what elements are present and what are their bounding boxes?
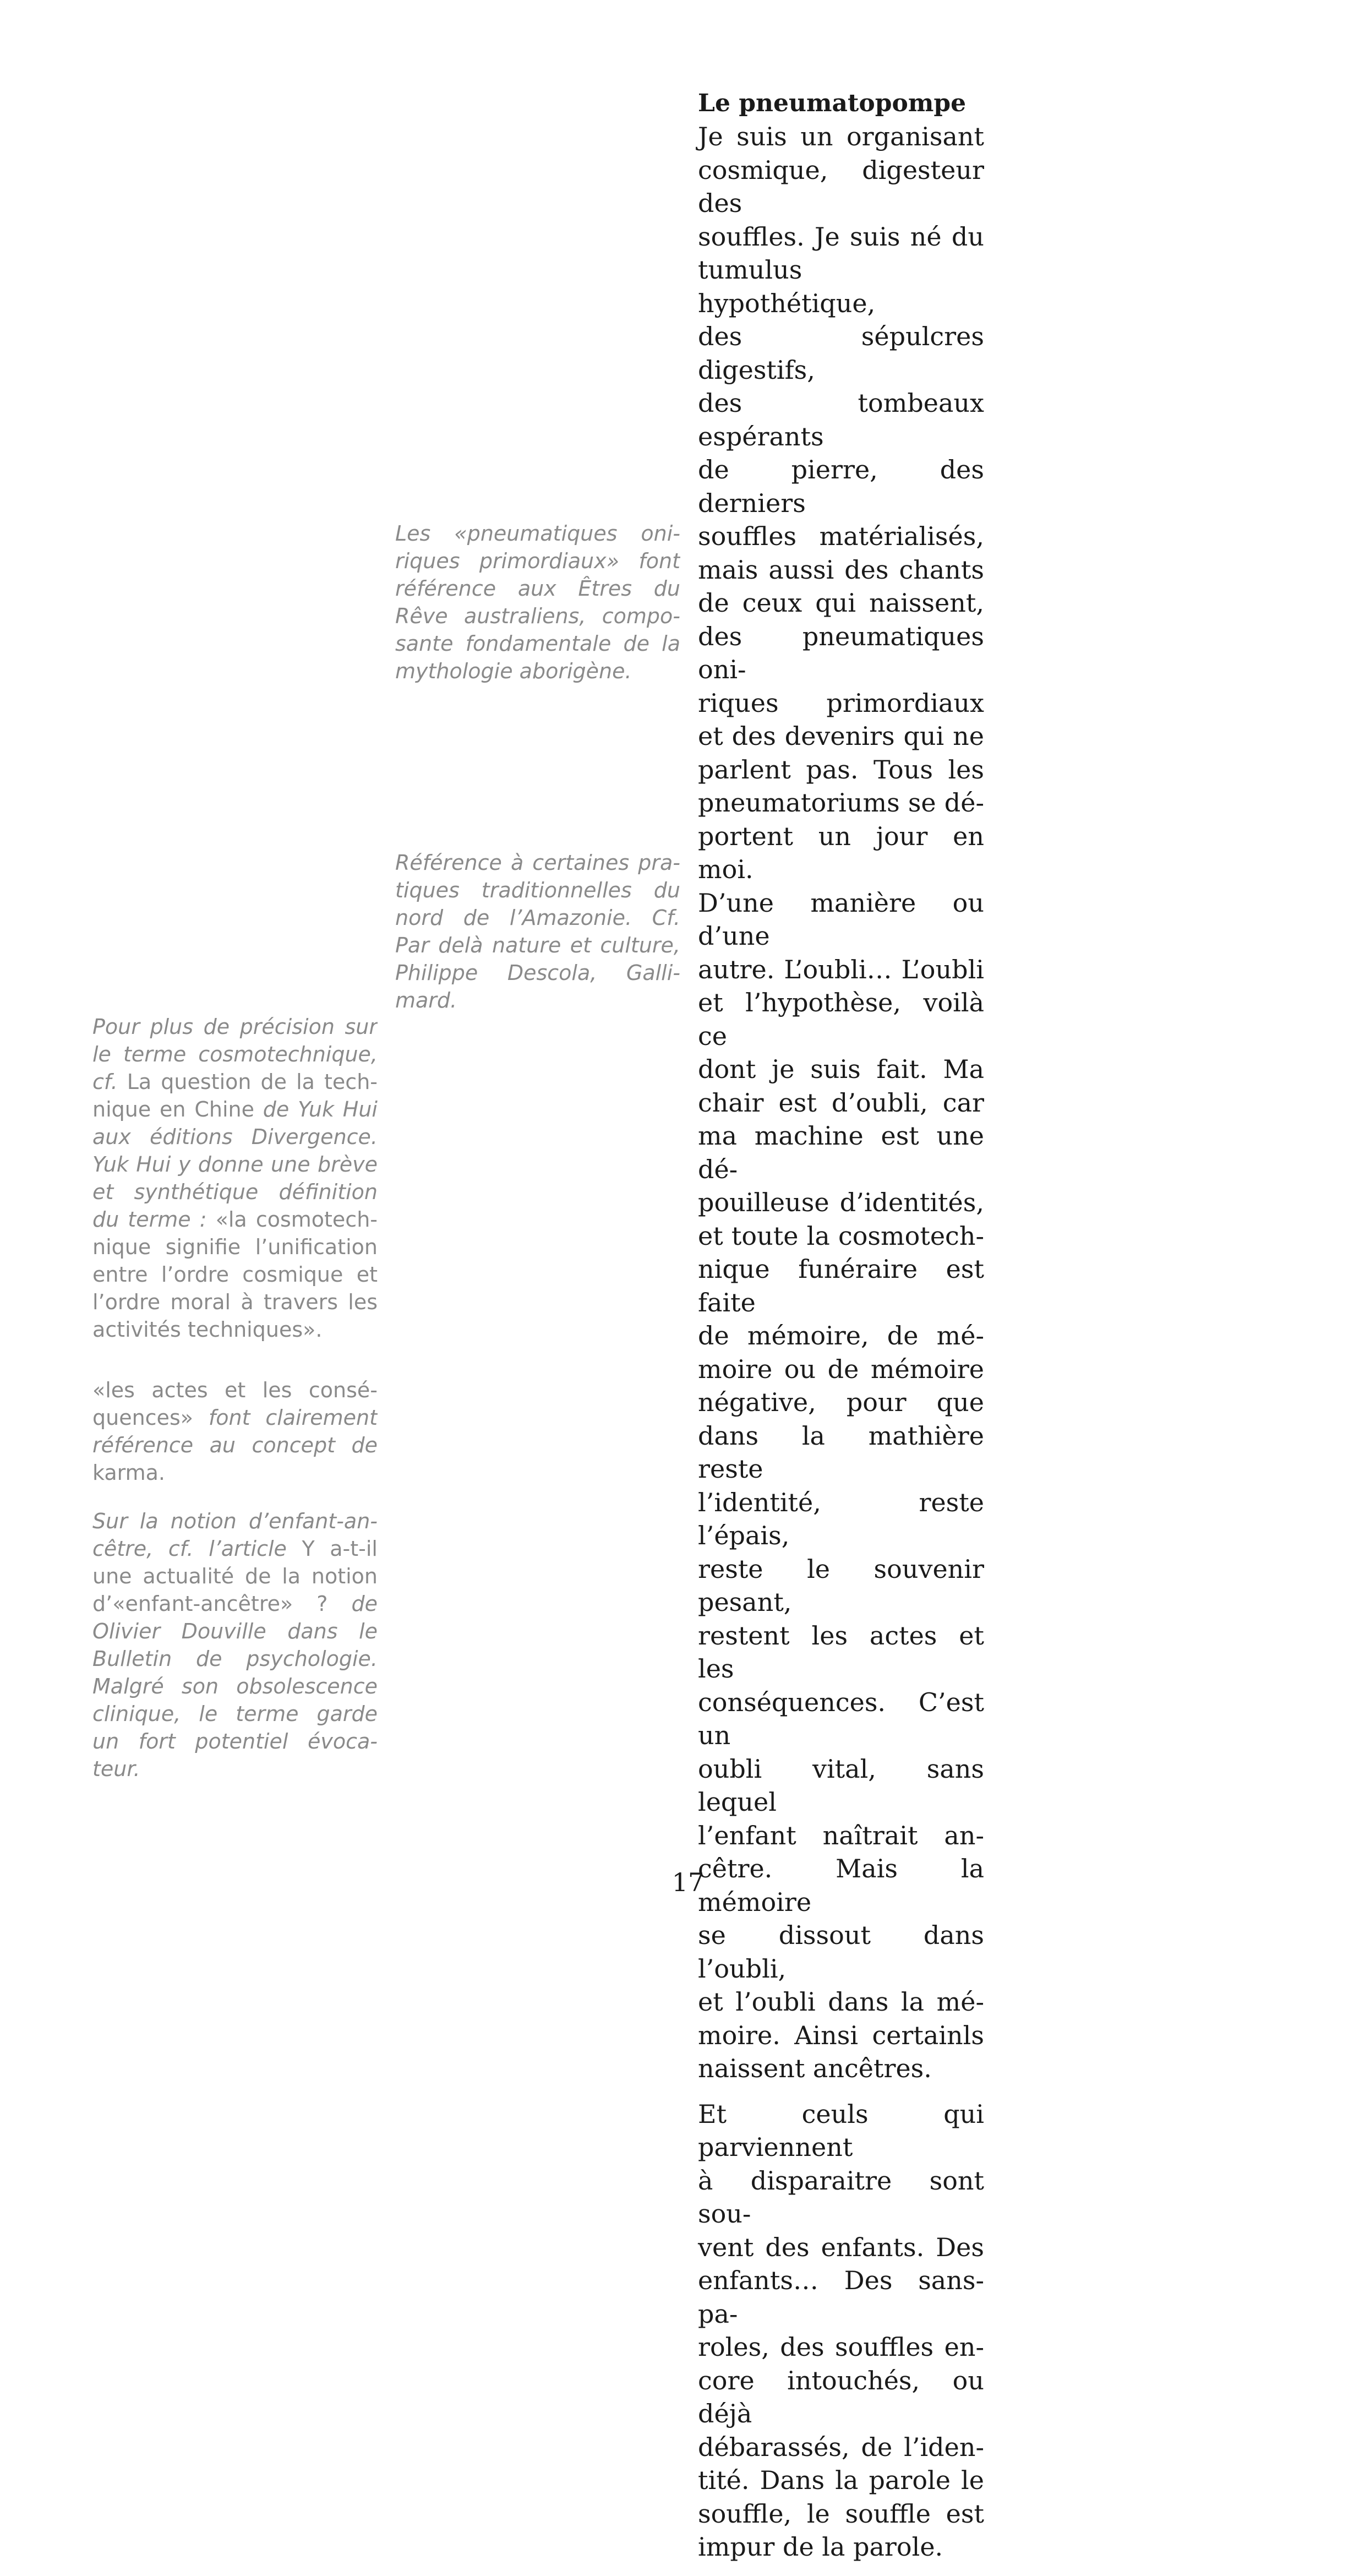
text-line-content: nord de l’Amazonie. Cf. xyxy=(395,906,680,930)
text-line xyxy=(698,2264,984,2330)
text-line-content: Philippe Descola, Galli- xyxy=(395,961,680,985)
text-line xyxy=(395,575,680,602)
note-text: du terme : xyxy=(92,1207,207,1232)
text-line-content: se dissout dans l’oubli, xyxy=(698,1920,984,1984)
text-line xyxy=(698,886,984,953)
text-line-content: mythologie aborigène. xyxy=(395,659,632,683)
text-line xyxy=(698,1686,984,1752)
note-text: référence au concept de xyxy=(92,1433,378,1457)
text-line xyxy=(698,1553,984,1619)
text-line-content: Je suis un organisant xyxy=(698,122,984,151)
text-line-content: conséquences. C’est un xyxy=(698,1687,984,1750)
text-line xyxy=(698,820,984,886)
text-line-content: chair est d’oubli, car xyxy=(698,1087,984,1118)
text-line-content: cêtre. Mais la mémoire xyxy=(698,1854,984,1917)
text-line xyxy=(698,2164,984,2231)
text-line-content: Et ceuls qui parviennent xyxy=(698,2099,984,2162)
text-line xyxy=(698,1985,984,2019)
text-line xyxy=(395,849,680,876)
note-text: un fort potentiel évoca- xyxy=(92,1729,378,1753)
text-line xyxy=(698,1486,984,1553)
text-line xyxy=(395,630,680,657)
text-line-content: moire. Ainsi certainls xyxy=(698,2020,984,2050)
text-line-content: de mémoire, de mé- xyxy=(698,1321,984,1350)
text-line xyxy=(698,2530,984,2564)
text-line-content: des sépulcres digestifs, xyxy=(698,322,984,385)
text-line xyxy=(698,253,984,320)
note-text: Yuk Hui y donne une brève xyxy=(92,1152,378,1177)
text-line xyxy=(698,1419,984,1486)
note-text: clinique, le terme garde xyxy=(92,1702,378,1726)
main-text-column xyxy=(698,87,984,2576)
paragraph-2 xyxy=(698,2098,984,2564)
text-line-content: dont je suis fait. Ma xyxy=(698,1054,984,1084)
text-line-content: pouilleuse d’identités, xyxy=(698,1188,984,1217)
text-line xyxy=(698,1919,984,1985)
text-line-content: de ceux qui naissent, xyxy=(698,588,984,618)
text-line xyxy=(698,1186,984,1219)
text-line-content: l’identité, reste l’épais, xyxy=(698,1487,984,1550)
text-line xyxy=(698,2431,984,2464)
text-line-content: et des devenirs qui ne xyxy=(698,721,984,751)
note-text: cf. xyxy=(92,1070,118,1094)
note-text: et synthétique définition xyxy=(92,1180,378,1204)
note-text: le terme cosmotechnique, xyxy=(92,1042,378,1066)
text-line xyxy=(698,2231,984,2264)
text-line-content: de pierre, des derniers xyxy=(698,455,984,518)
text-line xyxy=(698,953,984,987)
text-line-content: référence aux Êtres du xyxy=(395,576,680,601)
note-text: Malgré son obsolescence xyxy=(92,1674,378,1698)
text-line xyxy=(698,786,984,820)
text-line-content: des tombeaux espérants xyxy=(698,388,984,451)
text-line-content: ma machine est une dé- xyxy=(698,1121,984,1184)
text-line xyxy=(395,657,680,685)
note-text: Bulletin de psychologie. xyxy=(92,1647,378,1671)
text-line xyxy=(698,586,984,620)
note-text: font clairement xyxy=(193,1406,378,1430)
note-text: nique signifie l’unification xyxy=(92,1235,378,1259)
text-line-content: et l’oubli dans la mé- xyxy=(698,1987,984,2017)
text-line xyxy=(698,1252,984,1319)
side-note-cosmotechnique xyxy=(92,1013,378,1343)
text-line xyxy=(698,1619,984,1686)
text-line-content: enfants… Des sans-pa- xyxy=(698,2265,984,2329)
text-line xyxy=(698,2464,984,2497)
text-line-content: tiques traditionnelles du xyxy=(395,878,680,902)
text-line-content: sante fondamentale de la xyxy=(395,631,680,656)
text-line-content: oubli vital, sans lequel xyxy=(698,1753,984,1817)
text-line xyxy=(698,1353,984,1386)
text-line xyxy=(698,753,984,787)
text-line xyxy=(698,2330,984,2364)
text-line-content: pneumatoriums se dé- xyxy=(698,788,984,818)
text-line xyxy=(698,2497,984,2531)
text-line xyxy=(395,876,680,904)
side-note-karma xyxy=(92,1376,378,1486)
note-text: karma. xyxy=(92,1461,165,1485)
text-line-content: moire ou de mémoire xyxy=(698,1354,984,1384)
text-line xyxy=(395,547,680,575)
note-text: de Yuk Hui xyxy=(254,1097,378,1121)
text-line-content: mais aussi des chants xyxy=(698,554,984,585)
text-line-content: roles, des souffles en- xyxy=(698,2332,984,2362)
text-line xyxy=(698,2019,984,2052)
note-text: d’«enfant-ancêtre» ? xyxy=(92,1592,328,1616)
text-line-content: Par delà nature et culture, xyxy=(395,933,680,957)
text-line xyxy=(698,687,984,720)
text-line xyxy=(698,720,984,753)
side-note-amazonie xyxy=(395,849,680,1014)
text-line-content: Rêve australiens, compo- xyxy=(395,604,680,628)
text-line xyxy=(698,1086,984,1120)
text-line-content: tité. Dans la parole le xyxy=(698,2465,984,2495)
text-line xyxy=(698,986,984,1053)
text-line xyxy=(698,220,984,254)
text-line xyxy=(698,453,984,520)
text-line xyxy=(698,2364,984,2431)
text-line-content: souffles matérialisés, xyxy=(698,521,984,551)
text-line-content: mard. xyxy=(395,988,457,1012)
text-line-content: portent un jour en moi. xyxy=(698,821,984,884)
text-line xyxy=(698,1053,984,1086)
text-line-content: vent des enfants. Des xyxy=(698,2232,984,2262)
note-text: Y a-t-il xyxy=(286,1537,378,1561)
text-line-content: souffles. Je suis né du xyxy=(698,221,984,252)
text-line xyxy=(698,1119,984,1186)
note-text: de xyxy=(327,1592,378,1616)
text-line xyxy=(395,959,680,987)
text-line-content: restent les actes et les xyxy=(698,1620,984,1684)
text-line-content: des pneumatiques oni- xyxy=(698,621,984,684)
text-line-content: et toute la cosmotech- xyxy=(698,1221,984,1251)
text-line-content: Les «pneumatiques oni- xyxy=(395,521,680,546)
note-text: entre l’ordre cosmique et xyxy=(92,1262,378,1287)
text-line-content: à disparaitre sont sou- xyxy=(698,2165,984,2229)
text-line xyxy=(698,2098,984,2164)
article-title: Le pneumatopompe xyxy=(698,89,967,117)
note-text: nique en Chine xyxy=(92,1097,254,1121)
text-line-content: riques primordiaux xyxy=(698,688,984,718)
text-line-content: tumulus hypothétique, xyxy=(698,255,876,318)
text-line-content: nique funéraire est faite xyxy=(698,1254,984,1317)
text-line xyxy=(698,154,984,220)
text-line xyxy=(395,602,680,630)
text-line xyxy=(698,553,984,587)
text-line xyxy=(698,1852,984,1919)
note-text: quences» xyxy=(92,1406,193,1430)
note-text: cêtre, cf. l’article xyxy=(92,1537,287,1561)
paragraph-1 xyxy=(698,120,984,2085)
text-line xyxy=(698,2052,984,2085)
text-line xyxy=(395,987,680,1014)
side-note-enfant-ancetre xyxy=(92,1507,378,1783)
text-line-content: débarassés, de l’iden- xyxy=(698,2432,984,2462)
text-line xyxy=(698,620,984,687)
note-text: «la cosmotech- xyxy=(206,1207,378,1232)
text-line-content: cosmique, digesteur des xyxy=(698,155,984,218)
text-line xyxy=(395,904,680,932)
note-text: Olivier Douville dans le xyxy=(92,1619,378,1643)
text-line xyxy=(395,932,680,959)
text-line-content: core intouchés, ou déjà xyxy=(698,2365,984,2428)
text-line-content: et l’hypothèse, voilà ce xyxy=(698,988,984,1051)
note-text: teur. xyxy=(92,1757,140,1781)
text-line-content: parlent pas. Tous les xyxy=(698,754,984,785)
note-text: Sur la notion d’enfant-an- xyxy=(92,1509,378,1533)
text-line-content: riques primordiaux» font xyxy=(395,549,680,573)
text-line xyxy=(698,1752,984,1819)
text-line-content: D’une manière ou d’une xyxy=(698,887,984,951)
side-note-pneumatiques xyxy=(395,520,680,685)
text-line xyxy=(698,1219,984,1253)
note-text: «les actes et les consé- xyxy=(92,1378,378,1402)
text-line-content: négative, pour que xyxy=(698,1387,984,1417)
text-line-content: Référence à certaines pra- xyxy=(395,851,680,875)
note-text: La question de la tech- xyxy=(117,1070,378,1094)
note-text: l’ordre moral à travers les xyxy=(92,1290,378,1314)
text-line-content: autre. L’oubli… L’oubli xyxy=(698,954,984,984)
text-line xyxy=(698,1819,984,1853)
text-line xyxy=(698,1319,984,1353)
page-number: 17 xyxy=(671,1867,705,1897)
text-line xyxy=(698,320,984,386)
note-text: activités techniques». xyxy=(92,1317,323,1342)
text-line-content: naissent ancêtres. xyxy=(698,2054,932,2083)
text-line xyxy=(698,120,984,154)
text-line xyxy=(395,520,680,547)
text-line-content: impur de la parole. xyxy=(698,2532,943,2562)
note-text: Pour plus de précision sur xyxy=(92,1015,378,1039)
text-line-content: l’enfant naîtrait an- xyxy=(698,1820,984,1850)
text-line xyxy=(698,1386,984,1419)
text-line xyxy=(698,386,984,453)
text-line-content: dans la mathière reste xyxy=(698,1420,984,1484)
note-text: aux éditions Divergence. xyxy=(92,1125,378,1149)
note-text: une actualité de la notion xyxy=(92,1564,378,1588)
text-line xyxy=(698,520,984,553)
text-line-content: souffle, le souffle est xyxy=(698,2498,984,2529)
text-line-content: reste le souvenir pesant, xyxy=(698,1554,984,1617)
